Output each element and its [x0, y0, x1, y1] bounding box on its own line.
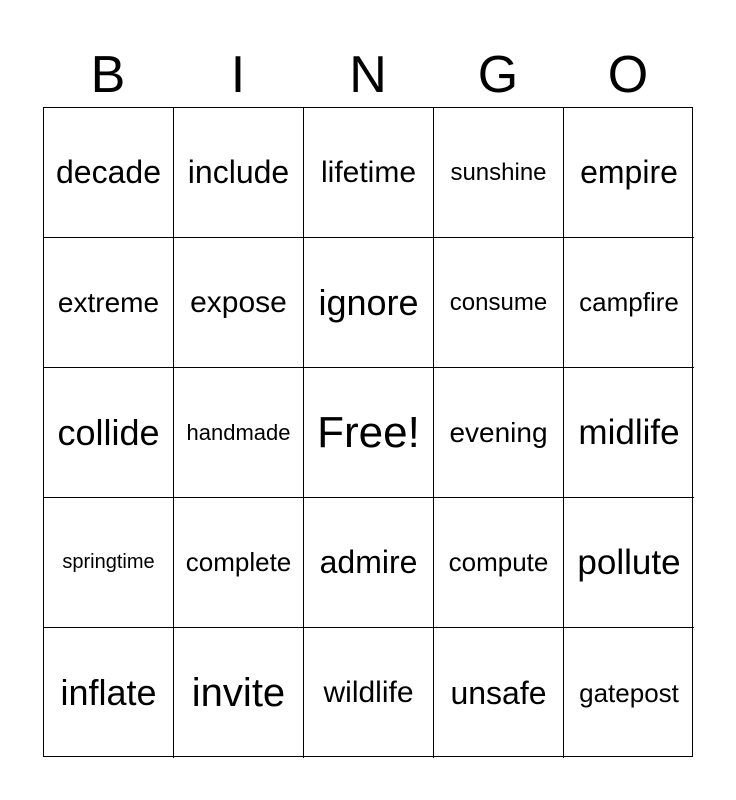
bingo-board	[43, 107, 693, 757]
bingo-cell[interactable]: compute	[434, 498, 564, 628]
bingo-cell[interactable]: decade	[44, 108, 174, 238]
bingo-cell[interactable]: campfire	[564, 238, 694, 368]
bingo-cell[interactable]: springtime	[44, 498, 174, 628]
bingo-cell[interactable]: inflate	[44, 628, 174, 758]
bingo-cell[interactable]: pollute	[564, 498, 694, 628]
bingo-header	[43, 45, 693, 105]
bingo-cell[interactable]: expose	[174, 238, 304, 368]
bingo-cell[interactable]: collide	[44, 368, 174, 498]
bingo-cell[interactable]: midlife	[564, 368, 694, 498]
bingo-cell[interactable]: extreme	[44, 238, 174, 368]
bingo-cell[interactable]: wildlife	[304, 628, 434, 758]
bingo-cell[interactable]: ignore	[304, 238, 434, 368]
bingo-cell[interactable]: evening	[434, 368, 564, 498]
bingo-cell[interactable]: handmade	[174, 368, 304, 498]
header-letter-i: I	[230, 46, 246, 104]
bingo-cell[interactable]: admire	[304, 498, 434, 628]
header-letter-n: N	[349, 46, 387, 104]
bingo-cell[interactable]: consume	[434, 238, 564, 368]
free-space[interactable]: Free!	[304, 368, 434, 498]
bingo-cell[interactable]: empire	[564, 108, 694, 238]
bingo-cell[interactable]: complete	[174, 498, 304, 628]
header-letter-o: O	[607, 46, 649, 104]
header-letter-b: B	[90, 46, 126, 104]
header-letter-g: G	[477, 46, 519, 104]
bingo-cell[interactable]: unsafe	[434, 628, 564, 758]
bingo-cell[interactable]: sunshine	[434, 108, 564, 238]
bingo-cell[interactable]: invite	[174, 628, 304, 758]
bingo-cell[interactable]: include	[174, 108, 304, 238]
bingo-cell[interactable]: gatepost	[579, 677, 679, 708]
bingo-cell[interactable]: lifetime	[304, 108, 434, 238]
